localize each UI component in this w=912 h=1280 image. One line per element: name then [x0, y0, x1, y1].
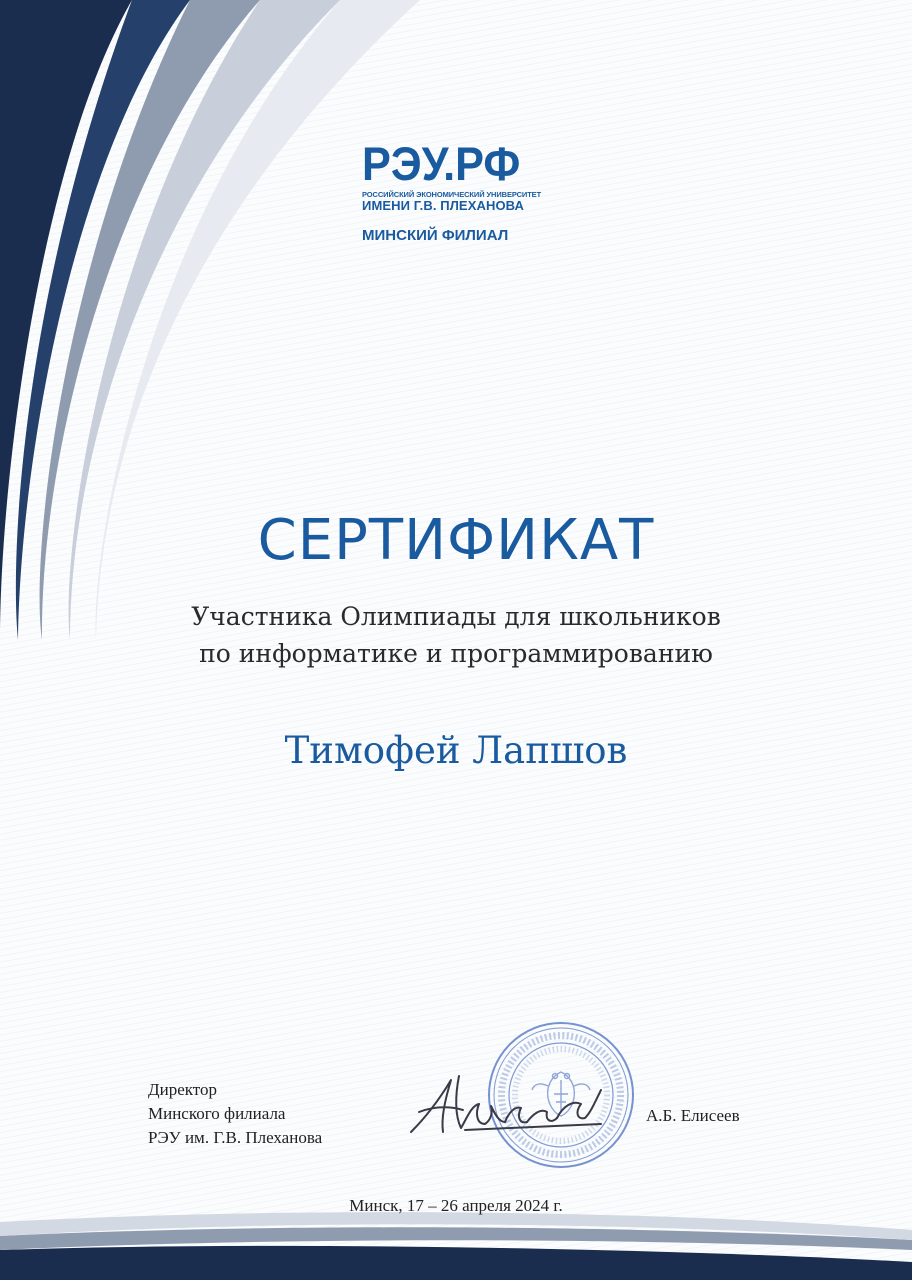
- logo-wordmark: РЭУ.РФ: [362, 137, 521, 190]
- logo-university-name-2: ИМЕНИ Г.В. ПЛЕХАНОВА: [362, 198, 524, 213]
- subtitle-line-1: Участника Олимпиады для школьников: [191, 602, 721, 631]
- signer-name: А.Б. Елисеев: [646, 1106, 740, 1125]
- signer-position-line-3: РЭУ им. Г.В. Плеханова: [148, 1128, 323, 1147]
- signer-position: [148, 1078, 322, 1150]
- handwritten-signature: [405, 1066, 615, 1146]
- certificate-title: СЕРТИФИКАТ: [257, 508, 655, 573]
- place-and-date: Минск, 17 – 26 апреля 2024 г.: [349, 1196, 563, 1215]
- subtitle-line-2: по информатике и программированию: [199, 639, 713, 668]
- university-logo: [362, 137, 562, 245]
- logo-branch-name: МИНСКИЙ ФИЛИАЛ: [362, 227, 509, 244]
- recipient-name: Тимофей Лапшов: [284, 729, 628, 772]
- signer-position-line-1: Директор: [148, 1080, 217, 1099]
- logo-university-name: РОССИЙСКИЙ ЭКОНОМИЧЕСКИЙ УНИВЕРСИТЕТ: [362, 190, 542, 199]
- signer-position-line-2: Минского филиала: [148, 1104, 286, 1123]
- certificate-subtitle: [0, 598, 912, 672]
